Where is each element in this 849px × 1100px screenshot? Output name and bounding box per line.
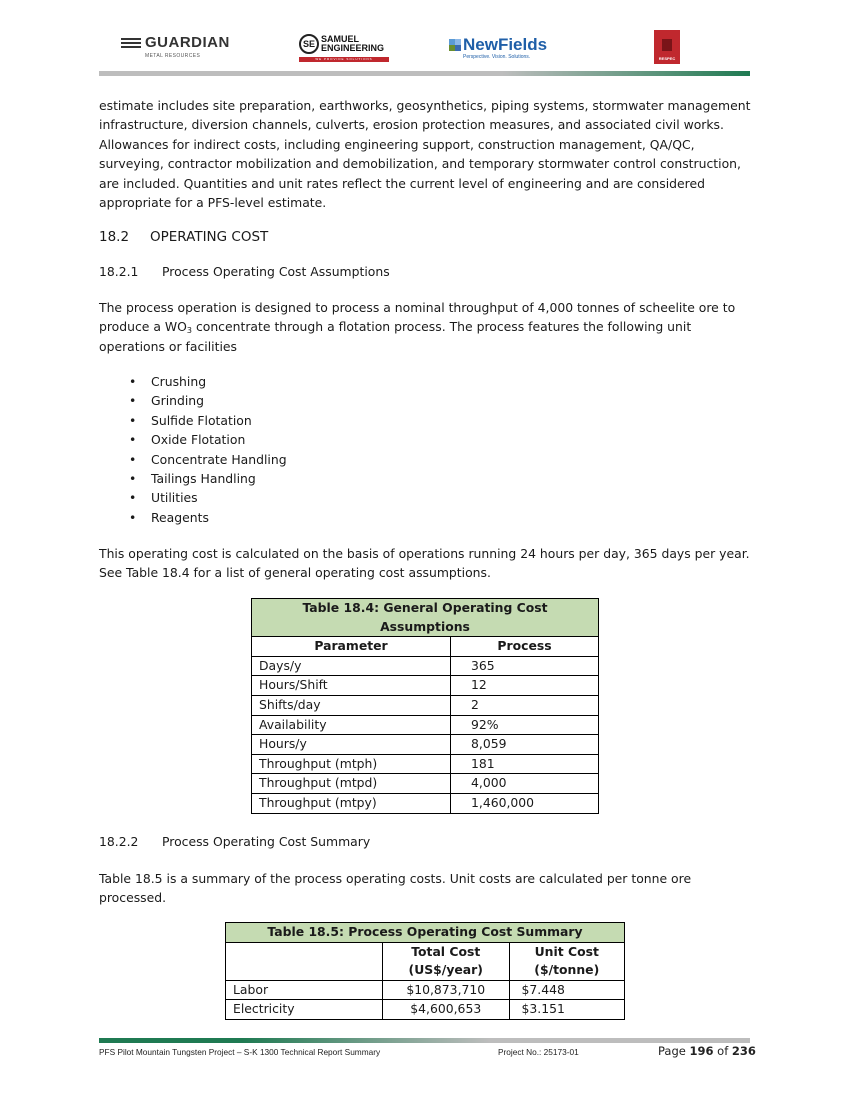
table-cell: 2 [451,695,599,715]
table-cell: Throughput (mtph) [252,754,451,774]
summary-text: Table 18.5 is a summary of the process operating costs. Unit costs are calculated per tonne ore processed. [99,871,692,906]
header-divider [99,71,750,76]
subsection-heading-2 [99,834,370,849]
table-cell: Hours/Shift [252,676,451,696]
table-cell: Availability [252,715,451,735]
table-cell: Electricity [226,1000,383,1020]
process-paragraph [99,298,754,356]
table-title: Table 18.4: General Operating Cost Assumptions [252,599,599,637]
page-current: 196 [689,1044,714,1058]
table-cell: 8,059 [451,735,599,755]
samuel-circle-icon: SE [299,34,319,54]
operating-cost-table [225,922,625,1020]
subsection-title-1: Process Operating Cost Assumptions [162,264,390,279]
guardian-bars-icon [121,36,141,50]
schedule-paragraph [99,544,754,583]
table-header: Total Cost (US$/year) [382,942,509,980]
newfields-sub: Perspective. Vision. Solutions. [463,54,531,60]
list-item: • Sulfide Flotation [129,411,287,430]
list-item: • Grinding [129,391,287,410]
newfields-logo [449,35,548,60]
list-item: • Utilities [129,488,287,507]
footer-project-number: Project No.: 25173-01 [498,1047,579,1057]
page-word: Page [658,1044,686,1058]
table-row [252,676,599,696]
process-text-subscript: 3 [186,326,192,336]
samuel-line1: SAMUEL [321,34,359,44]
schedule-text: This operating cost is calculated on the basis of operations running 24 hours per day, 365 days per year. See Table 18.4 for a list of general operating cost assumptions. [99,546,750,581]
table-cell: $7.448 [509,980,624,1000]
table-cell: Throughput (mtpd) [252,774,451,794]
list-item: • Tailings Handling [129,469,287,488]
newfields-squares-icon [449,39,461,51]
table-title: Table 18.5: Process Operating Cost Summary [226,923,625,943]
table-cell: Labor [226,980,383,1000]
samuel-tagline: WE PROVIDE SOLUTIONS [299,57,389,62]
table-row [252,774,599,794]
section-number: 18.2 [99,229,130,245]
page-header [99,28,750,68]
subsection-title-2: Process Operating Cost Summary [162,834,371,849]
guardian-name: GUARDIAN [145,34,230,51]
subsection-number-2: 18.2.2 [99,834,139,849]
respec-mark-icon [662,39,672,51]
subsection-number-1: 18.2.1 [99,264,139,279]
unit-operations-list [129,372,287,527]
section-title: OPERATING COST [150,229,269,245]
assumptions-table [251,598,599,814]
guardian-sub: METAL RESOURCES [145,53,201,59]
respec-name: RESPEC [658,56,676,61]
table-cell: 12 [451,676,599,696]
samuel-line2: ENGINEERING [321,43,385,53]
page-total: 236 [731,1044,756,1058]
section-heading [99,229,268,245]
table-cell: 1,460,000 [451,793,599,813]
table-cell: 92% [451,715,599,735]
table-row [252,793,599,813]
table-header [226,942,383,980]
table-row [252,715,599,735]
intro-text: estimate includes site preparation, earthworks, geosynthetics, piping systems, stormwater management infrastructure, diversion channels, culverts, erosion protection measures, and associated civil works. Allowances for indirect costs, including engineering support, construction management, QA/QC, surveying, contractor mobilization and demobilization, and temporary stormwater control construction, are included. Quantities and unit rates reflect the current level of engineering and are considered appropriate for a PFS-level estimate. [99,98,751,211]
intro-paragraph [99,96,759,212]
list-item: • Concentrate Handling [129,450,287,469]
summary-paragraph [99,869,754,908]
footer-divider [99,1038,750,1043]
table-cell: 365 [451,656,599,676]
table-row [252,695,599,715]
table-header: Process [451,637,599,657]
table-row [252,735,599,755]
table-header: Parameter [252,637,451,657]
page-of: of [717,1044,729,1058]
table-cell: Throughput (mtpy) [252,793,451,813]
table-row [226,1000,625,1020]
table-cell: Shifts/day [252,695,451,715]
guardian-logo [121,34,230,59]
table-cell: 4,000 [451,774,599,794]
footer-report-title: PFS Pilot Mountain Tungsten Project – S-K 1300 Technical Report Summary [99,1047,381,1057]
table-header: Unit Cost ($/tonne) [509,942,624,980]
table-row [226,980,625,1000]
samuel-engineering-logo [299,34,385,61]
table-row [252,754,599,774]
table-cell: $4,600,653 [382,1000,509,1020]
table-cell: Hours/y [252,735,451,755]
process-text-b: concentrate through a flotation process. The process features the following unit operations or facilities [99,319,692,354]
list-item: • Crushing [129,372,287,391]
table-cell: $3.151 [509,1000,624,1020]
subsection-heading-1 [99,264,390,279]
list-item: • Reagents [129,508,287,527]
process-text-a: The process operation is designed to process a nominal throughput of 4,000 tonnes of scheelite ore to produce a WO [99,300,736,335]
table-cell: $10,873,710 [382,980,509,1000]
list-item: • Oxide Flotation [129,430,287,449]
newfields-name: NewFields [463,35,548,54]
page-number [658,1044,756,1058]
table-cell: Days/y [252,656,451,676]
table-row [252,656,599,676]
respec-logo [654,30,680,64]
samuel-words [321,35,384,53]
table-cell: 181 [451,754,599,774]
